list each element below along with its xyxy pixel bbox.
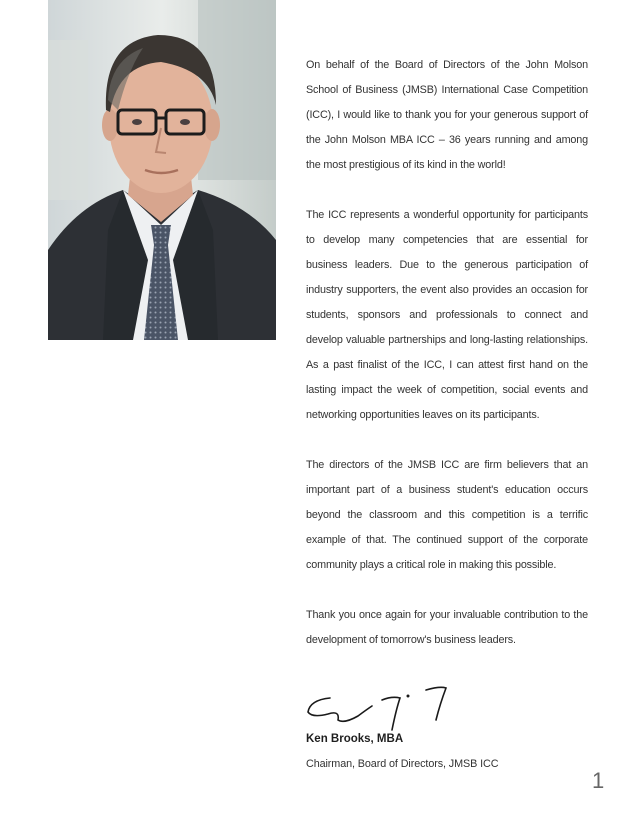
portrait-photo	[48, 0, 276, 340]
letter-body	[306, 53, 588, 678]
letter-paragraph: The ICC represents a wonderful opportunity for participants to develop many competencies that are essential for business leaders. Due to the generous participation of industry supporters, the event also provides an occasion for students, sponsors and professionals to connect and develop valuable partnerships and long-lasting relationships. As a past finalist of the ICC, I can attest first hand on the lasting impact the week of competition, social events and networking opportunities leaves on its participants.	[306, 209, 588, 421]
letter-paragraph: The directors of the JMSB ICC are firm believers that an important part of a business student's education occurs beyond the classroom and this competition is a terrific example of that. The continued support of the corporate community plays a critical role in making this possible.	[306, 459, 588, 571]
letter-paragraph: On behalf of the Board of Directors of the John Molson School of Business (JMSB) International Case Competition (ICC), I would like to thank you for your generous support of the John Molson MBA ICC – 36 years running and among the most prestigious of its kind in the world!	[306, 59, 588, 171]
handwritten-signature	[300, 680, 460, 732]
signer-name: Ken Brooks, MBA	[306, 733, 404, 745]
signer-title: Chairman, Board of Directors, JMSB ICC	[306, 758, 499, 770]
page-number: 1	[592, 768, 605, 793]
letter-paragraph: Thank you once again for your invaluable contribution to the development of tomorrow's business leaders.	[306, 609, 588, 646]
